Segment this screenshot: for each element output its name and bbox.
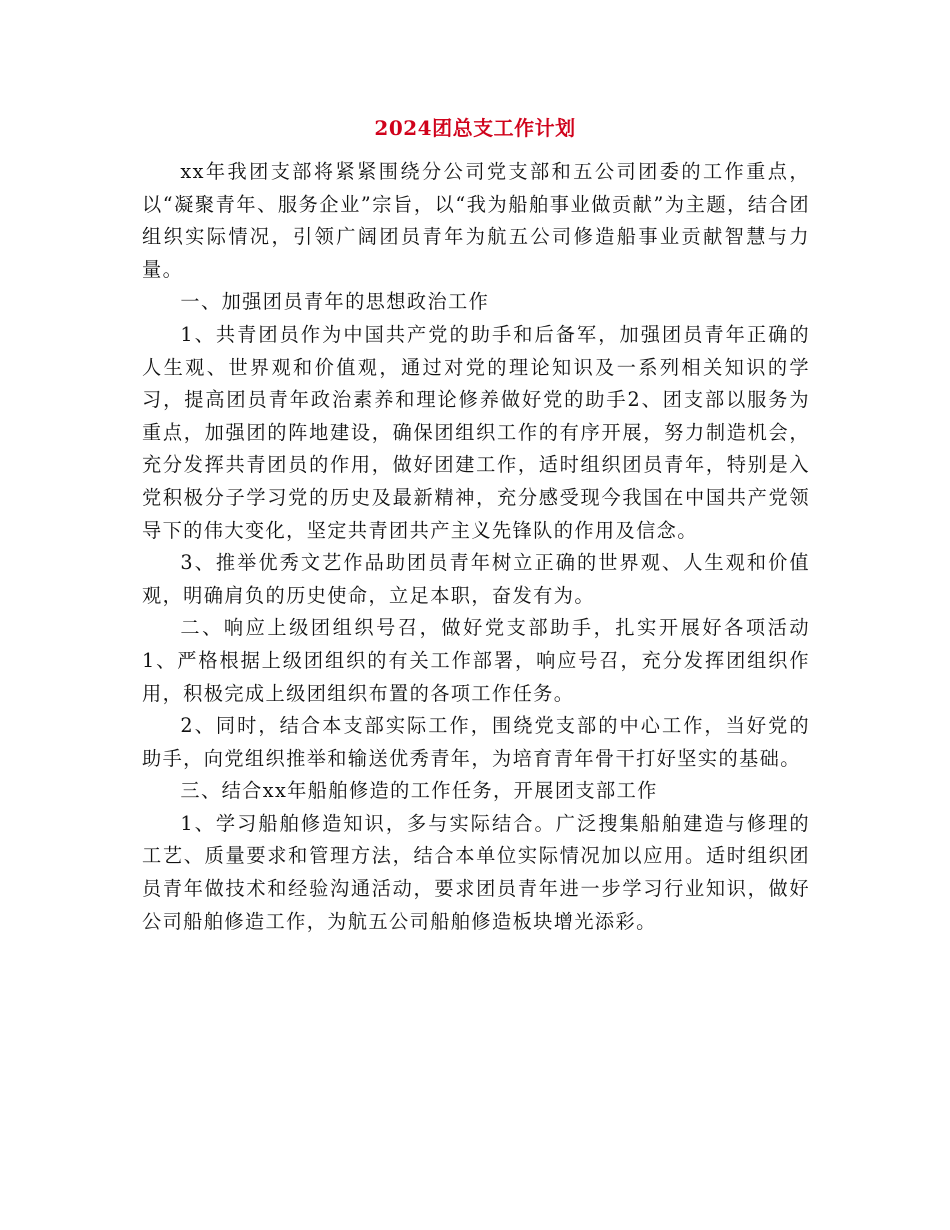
section-heading-2: 二、响应上级团组织号召，做好党支部助手，扎实开展好各项活动1、严格根据上级团组织的有关工作部署，响应号召，充分发挥团组织作用，积极完成上级团组织布置的各项工作任务。 [142, 616, 810, 705]
paragraph: 3、推举优秀文艺作品助团员青年树立正确的世界观、人生观和价值观，明确肩负的历史使命，立足本职，奋发有为。 [142, 551, 810, 607]
section-heading-3: 三、结合xx年船舶修造的工作任务，开展团支部工作 [180, 779, 658, 803]
paragraph: 1、学习船舶修造知识，多与实际结合。广泛搜集船舶建造与修理的工艺、质量要求和管理方法，结合本单位实际情况加以应用。适时组织团员青年做技术和经验沟通活动，要求团员青年进一步学习行业知识，做好公司船舶修造工作，为航五公司船舶修造板块增光添彩。 [142, 811, 810, 933]
document-body [142, 156, 810, 938]
paragraph: 2、同时，结合本支部实际工作，围绕党支部的中心工作，当好党的助手，向党组织推举和输送优秀青年，为培育青年骨干打好坚实的基础。 [142, 714, 810, 770]
paragraph: 1、共青团员作为中国共产党的助手和后备军，加强团员青年正确的人生观、世界观和价值观，通过对党的理论知识及一系列相关知识的学习，提高团员青年政治素养和理论修养做好党的助手2、团支部以服务为重点，加强团的阵地建设，确保团组织工作的有序开展，努力制造机会，充分发挥共青团员的作用，做好团建工作，适时组织团员青年，特别是入党积极分子学习党的历史及最新精神，充分感受现今我国在中国共产党领导下的伟大变化，坚定共青团共产主义先锋队的作用及信念。 [142, 322, 810, 542]
document-title: 2024团总支工作计划 [374, 116, 576, 140]
section-heading-1: 一、加强团员青年的思想政治工作 [180, 290, 490, 314]
paragraph-intro: xx年我团支部将紧紧围绕分公司党支部和五公司团委的工作重点，以“凝聚青年、服务企业”宗旨，以“我为船舶事业做贡献”为主题，结合团组织实际情况，引领广阔团员青年为航五公司修造船事业贡献智慧与力量。 [142, 160, 810, 281]
